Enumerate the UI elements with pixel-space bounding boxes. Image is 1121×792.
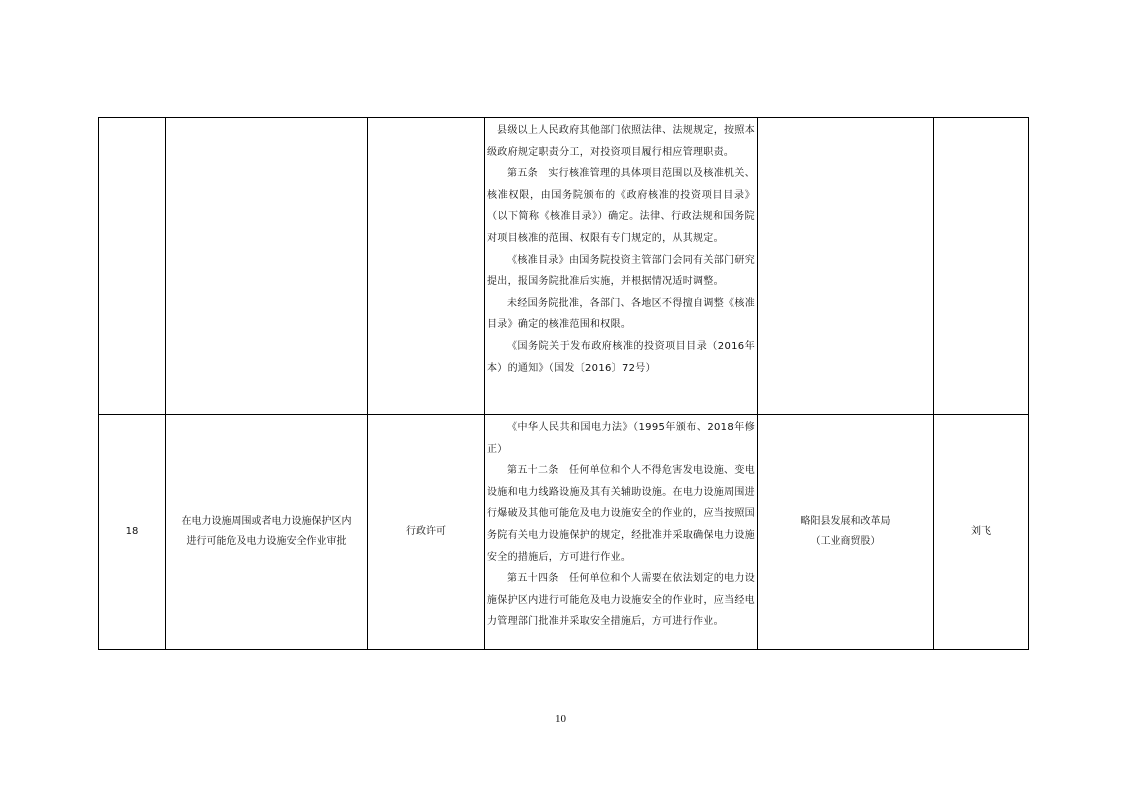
- basis-paragraph: 第五十四条 任何单位和个人需要在依法划定的电力设施保护区内进行可能危及电力设施安全的作业时，应当经电力管理部门批准并采取安全措施后，方可进行作业。: [487, 573, 755, 628]
- legal-basis: [485, 415, 758, 650]
- item-name: [166, 415, 368, 650]
- legal-basis: [485, 118, 758, 415]
- responsible-dept: [758, 415, 934, 650]
- responsible-person: [934, 118, 1029, 415]
- basis-paragraph: 第五十二条 任何单位和个人不得危害发电设施、变电设施和电力线路设施及其有关辅助设施。在电力设施周围进行爆破及其他可能危及电力设施安全的作业的，应当按照国务院有关电力设施保护的规定，经批准并采取确保电力设施安全的措施后，方可进行作业。: [487, 465, 755, 563]
- basis-paragraph: 县级以上人民政府其他部门依照法律、法规规定，按照本级政府规定职责分工，对投资项目履行相应管理职责。: [487, 125, 755, 158]
- item-name: [166, 118, 368, 415]
- table-row: [99, 118, 1029, 415]
- table-row: [99, 415, 1029, 650]
- dept-line: 略阳县发展和改革局: [800, 516, 891, 527]
- basis-paragraph: 未经国务院批准，各部门、各地区不得擅自调整《核准目录》确定的核准范围和权限。: [487, 297, 755, 331]
- item-name-line: 进行可能危及电力设施安全作业审批: [186, 536, 347, 547]
- approval-items-table: [98, 117, 1029, 650]
- basis-paragraph: 《中华人民共和国电力法》（1995年颁布、2018年修正）: [487, 422, 755, 455]
- row-number: [99, 118, 166, 415]
- row-number: 18: [99, 415, 166, 650]
- item-type: 行政许可: [368, 415, 485, 650]
- item-type: [368, 118, 485, 415]
- responsible-person: 刘飞: [934, 415, 1029, 650]
- basis-paragraph: 第五条 实行核准管理的具体项目范围以及核准机关、核准权限，由国务院颁布的《政府核准的投资项目目录》（以下简称《核准目录》）确定。法律、行政法规和国务院对项目核准的范围、权限有专门规定的，从其规定。: [487, 168, 755, 244]
- dept-line: （工业商贸股）: [810, 536, 881, 547]
- item-name-line: 在电力设施周围或者电力设施保护区内: [181, 516, 352, 527]
- basis-paragraph: 《国务院关于发布政府核准的投资项目目录（2016年本）的通知》（国发〔2016〕72号）: [487, 340, 755, 374]
- responsible-dept: [758, 118, 934, 415]
- page-number: 10: [555, 713, 566, 725]
- basis-paragraph: 《核准目录》由国务院投资主管部门会同有关部门研究提出，报国务院批准后实施，并根据情况适时调整。: [487, 254, 755, 288]
